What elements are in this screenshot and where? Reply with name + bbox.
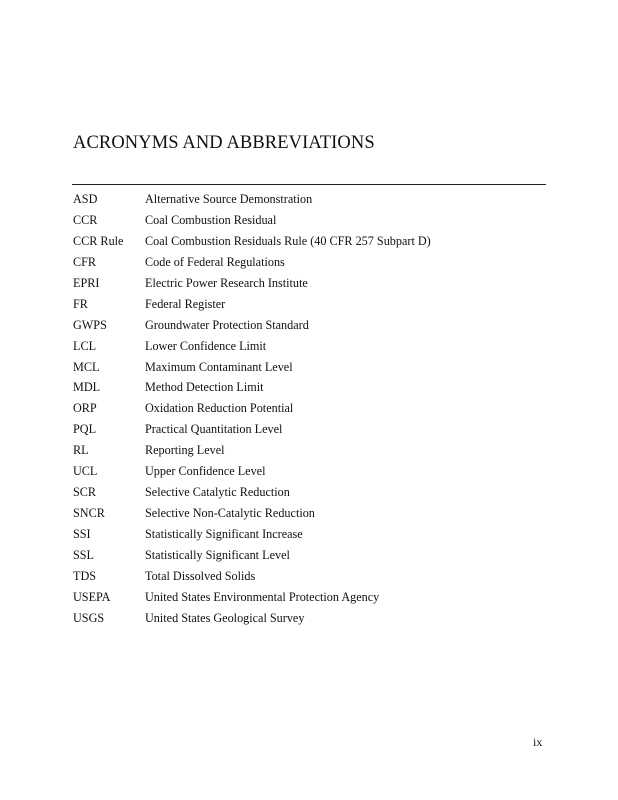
acronym-definition: Method Detection Limit — [145, 380, 264, 395]
acronym-term: FR — [73, 296, 88, 311]
acronym-definition: Statistically Significant Increase — [145, 527, 303, 541]
acronym-term: SCR — [73, 485, 97, 500]
acronym-definition: Statistically Significant Level — [145, 547, 290, 562]
acronym-definition: Oxidation Reduction Potential — [145, 401, 294, 416]
acronym-term: SSI — [73, 527, 91, 541]
acronym-definition: Maximum Contaminant Level — [145, 359, 293, 374]
acronym-row — [73, 443, 553, 464]
acronym-definition: Lower Confidence Limit — [145, 338, 267, 353]
acronym-row — [73, 339, 553, 360]
acronym-term: CFR — [73, 254, 97, 269]
acronym-definition: Practical Quantitation Level — [145, 422, 283, 437]
acronym-term: MCL — [73, 359, 100, 374]
acronym-term: RL — [73, 443, 89, 458]
page-number: ix — [533, 735, 543, 749]
acronym-term: TDS — [73, 568, 97, 583]
acronym-row — [73, 527, 553, 548]
acronym-term: UCL — [73, 464, 98, 479]
acronym-definition: United States Environmental Protection Agency — [145, 589, 380, 604]
page-title: ACRONYMS AND ABBREVIATIONS — [73, 133, 375, 153]
acronym-row — [73, 318, 553, 339]
acronym-term: MDL — [73, 380, 101, 395]
acronym-row — [73, 192, 553, 213]
acronym-definition: Selective Catalytic Reduction — [145, 485, 290, 500]
acronym-definition: Code of Federal Regulations — [145, 254, 285, 269]
acronym-definition: Electric Power Research Institute — [145, 275, 308, 290]
acronym-row — [73, 380, 553, 401]
acronym-row — [73, 297, 553, 318]
acronym-row — [73, 360, 553, 381]
acronym-row — [73, 548, 553, 569]
acronym-row — [73, 569, 553, 590]
acronym-row — [73, 234, 553, 255]
acronym-term: LCL — [73, 338, 97, 353]
acronym-term: SNCR — [73, 506, 105, 521]
acronym-term: PQL — [73, 422, 97, 437]
acronym-list — [73, 192, 553, 632]
acronym-definition: United States Geological Survey — [145, 610, 305, 625]
acronym-definition: Federal Register — [145, 296, 226, 311]
acronym-row — [73, 401, 553, 422]
acronym-definition: Selective Non-Catalytic Reduction — [145, 506, 315, 521]
acronym-term: ORP — [73, 401, 97, 416]
acronym-row — [73, 590, 553, 611]
acronym-term: CCR Rule — [73, 233, 124, 248]
acronym-definition: Coal Combustion Residuals Rule (40 CFR 257 Subpart D) — [145, 233, 431, 248]
acronym-row — [73, 276, 553, 297]
acronym-definition: Coal Combustion Residual — [145, 212, 277, 227]
acronym-term: USGS — [73, 610, 105, 625]
acronym-row — [73, 213, 553, 234]
acronym-definition: Groundwater Protection Standard — [145, 317, 309, 332]
acronym-definition: Upper Confidence Level — [145, 464, 266, 479]
acronym-term: USEPA — [73, 589, 111, 604]
acronym-row — [73, 485, 553, 506]
acronym-definition: Reporting Level — [145, 443, 225, 458]
acronym-term: SSL — [73, 547, 95, 562]
acronym-term: GWPS — [73, 317, 107, 332]
acronym-row — [73, 422, 553, 443]
acronym-row — [73, 464, 553, 485]
acronym-term: CCR — [73, 212, 98, 227]
title-divider — [72, 184, 546, 185]
acronym-row — [73, 506, 553, 527]
acronym-row — [73, 255, 553, 276]
acronym-term: EPRI — [73, 275, 100, 290]
acronym-term: ASD — [73, 192, 98, 206]
acronym-definition: Alternative Source Demonstration — [145, 192, 313, 206]
acronym-row — [73, 611, 553, 632]
acronym-definition: Total Dissolved Solids — [145, 568, 256, 583]
